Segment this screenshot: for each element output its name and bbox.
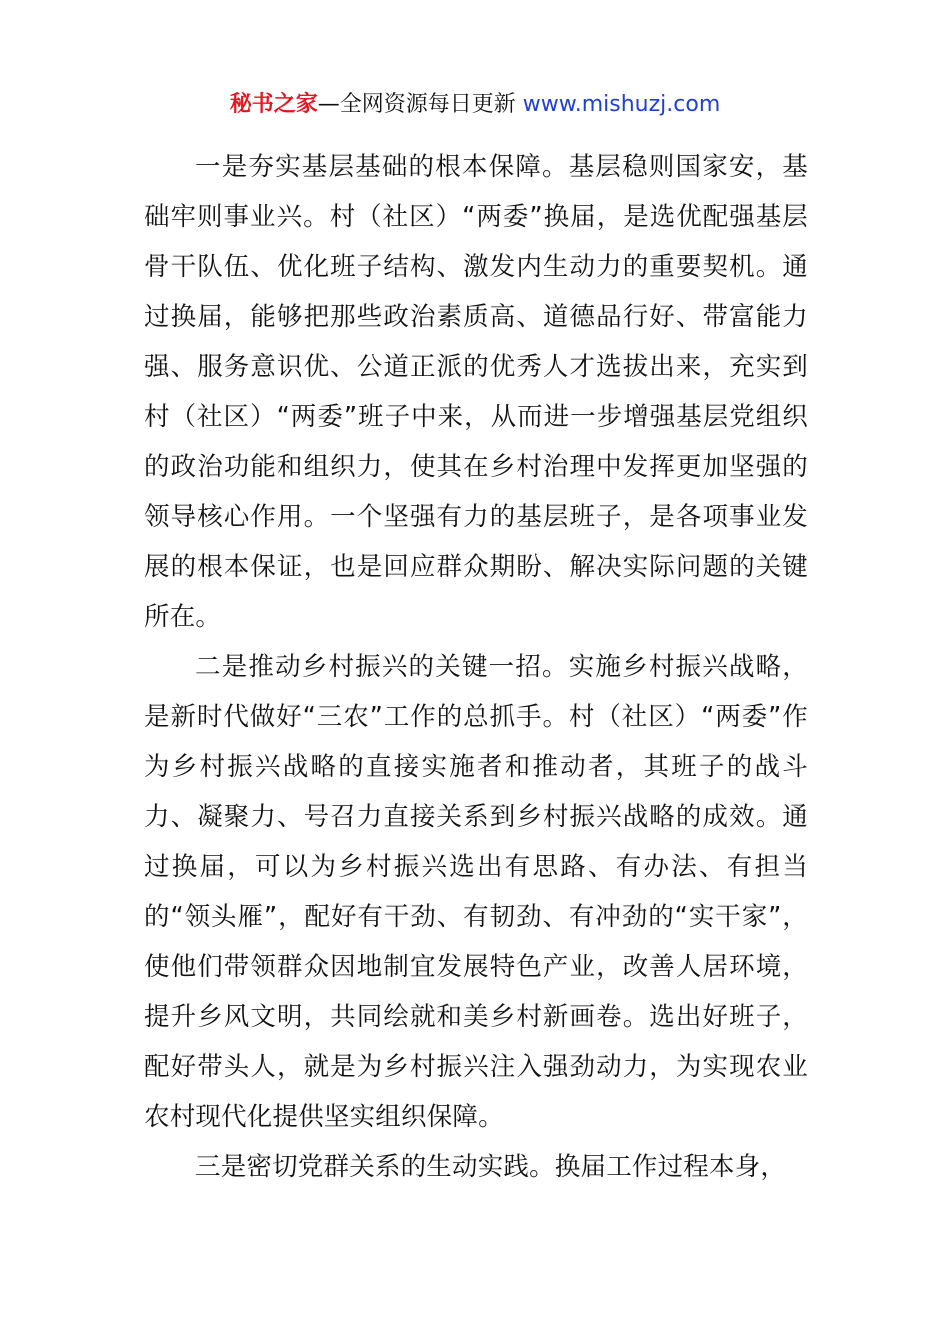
document-body: [144, 142, 808, 1192]
site-url-link[interactable]: www.mishuzj.com: [522, 92, 721, 117]
paragraph-2: 二是推动乡村振兴的关键一招。实施乡村振兴战略，是新时代做好“三农”工作的总抓手。村（社区）“两委”作为乡村振兴战略的直接实施者和推动者，其班子的战斗力、凝聚力、号召力直接关系到乡村振兴战略的成效。通过换届，可以为乡村振兴选出有思路、有办法、有担当的“领头雁”，配好有干劲、有韧劲、有冲劲的“实干家”，使他们带领群众因地制宜发展特色产业，改善人居环境，提升乡风文明，共同绘就和美乡村新画卷。选出好班子，配好带头人，就是为乡村振兴注入强劲动力，为实现农业农村现代化提供坚实组织保障。: [144, 652, 808, 1132]
paragraph-1: 一是夯实基层基础的根本保障。基层稳则国家安，基础牢则事业兴。村（社区）“两委”换届，是选优配强基层骨干队伍、优化班子结构、激发内生动力的重要契机。通过换届，能够把那些政治素质高、道德品行好、带富能力强、服务意识优、公道正派的优秀人才选拔出来，充实到村（社区）“两委”班子中来，从而进一步增强基层党组织的政治功能和组织力，使其在乡村治理中发挥更加坚强的领导核心作用。一个坚强有力的基层班子，是各项事业发展的根本保证，也是回应群众期盼、解决实际问题的关键所在。: [144, 152, 808, 632]
brand-name: 秘书之家: [229, 92, 318, 117]
paragraph-3: 三是密切党群关系的生动实践。换届工作过程本身，: [195, 1152, 787, 1182]
header-tagline: —全网资源每日更新: [317, 92, 516, 117]
site-header: [0, 88, 950, 122]
